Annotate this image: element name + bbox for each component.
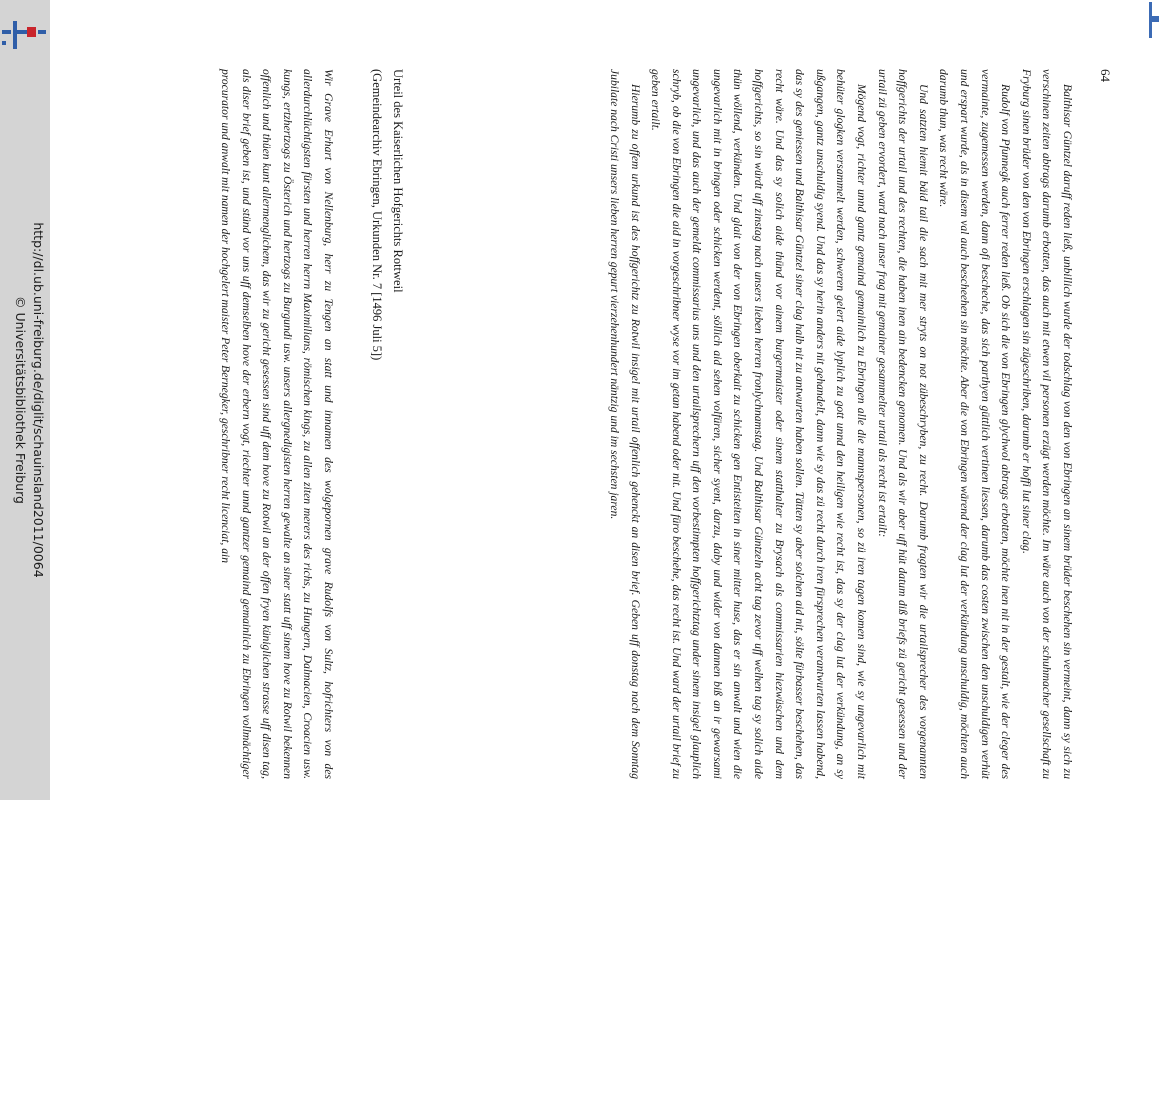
text-block-main bbox=[603, 69, 1077, 779]
paragraph: Mögend vogt, richter unnd gantz gemaind gemainlich zu Ebringen alle die mannspersonen, so zü iren tagen komen sind, wie sy ungevarlich mit behüter glogken versammelt werden, schweren gelert aide lyplich zu gott unnd den heiligen wie recht ist, das sy der clag lut der verkündung, an sy ußgangen, gantz unschuldig syend. Und das sy herin anders nit gehandelt, dann wie sy das zü recht durch iren fürsprechen verantwurten lassen habend, das sy des geniessen und Balthisar Güntzel siner clag halb nit zu antwurten haben sollen. Tätten sy aber solchen aid nit, sölte fürbasser beschehen, das recht wäre. Und das sy solich aide thünd vor ainem burgermaister oder sinem statthalter zu Brysach als commissarien hiezwüschen und dem hoffgerichts, so sin würdt uff zinstag nach unsers lieben herren fronlychnamstag. Und Balthisar Güntzeln acht tag zevor uff welhen tag sy solich aide thün wöllend, verkünden. Und glait von der von Ebringen oberkait zu schicken gen Entisteiten in siner mitter huse, das er sin anwalt und wien die ungevarlich mit in bringen oder schicken werdent, söllich aid sehen volfüren, sicher syent, darzu, daby und wider von dannen biß an ir gewarsami ungevarlich, und das auch der gemeldt commissarius uns und den urtailsprechern uff den vorbestimpten hoffgerichtztag under sinem insigel glauplich schryb, ob die von Ebringen die aid in vorgeschribner wyse vor im getan habend oder nit. Und füro beschehe, das recht ist. Und ward der urtail brief zu geben ertailt. bbox=[649, 69, 869, 779]
copyright-text: © Universitätsbibliothek Freiburg bbox=[13, 296, 28, 504]
text-block-final bbox=[214, 69, 338, 779]
corner-marker-icon bbox=[1143, 2, 1159, 38]
paragraph: Hierumb zu offem urkund ist des hoffgerichtz zu Rotwil insigel mit urtail offenlich gehenckt an disen brief. Geben uff donstag nach dem Sonntag Jubilate nach Cristi unsers lieben herren gepurt vierzehenhundert näntzig und im sechsten jaren. bbox=[607, 69, 642, 779]
paragraph: Rudolf von Pfunnegk auch ferrer reden ließ. Ob sich die von Ebringen glychwol abtrags erbotten, möchte inen nit in der gestalt, wie der cleger des vermainte, zugemessen werden, dann ofi bescheche, das sich parthyen güttlich vertinen liessen, darumb das costen zwischen den unschuldigen verhüt und erspart wurde, als in disem val auch bescheehen sin möchte. Aber die von Ebringen wärend der clag lut der verkündung unschuldig, möchten auch darumb thun, was recht wäre. bbox=[937, 69, 1013, 779]
source-credit bbox=[0, 0, 50, 800]
document-heading: Urteil des Kaiserlichen Hofgerichts Rottweil bbox=[391, 69, 405, 293]
source-url-link[interactable]: http://dl.ub.uni-freiburg.de/diglit/schauinsland2011/0064 bbox=[31, 222, 46, 578]
viewer-sidebar bbox=[0, 0, 50, 800]
page-content bbox=[115, 69, 1113, 779]
page-number: 64 bbox=[1098, 69, 1113, 82]
scanned-page bbox=[57, 14, 1113, 1100]
paragraph: Balthisar Güntzel daruff reden ließ, unbillich wurde der todschlag von den von Ebringen an sinem brüder beschehen sin vermeint, dann sy sich zu verschinen zeiten abtrags darumb erbotten, das auch mit etwen vil personen erzügt werden möchte. Im wäre auch von der schuhmacher gesellschaft zu Fryburg sinen brüder von den von Ebringen erschlagen sin zügeschriben, darumb er hoffi lut siner clag. bbox=[1019, 69, 1074, 779]
document-subheading: (Gemeindearchiv Ebringen, Urkunden Nr. 7 [1496 Juli 5]) bbox=[370, 69, 385, 361]
paragraph: Und satzten hiemit bäid tail die sach mit mer stryts on not zübeschryben, zu recht. Darumb fragten wir die urtailsprecher des vorgenannten hoffgerichts der urtail und des rechten, die haben inen ain bedencken genomen. Und als wir aber uff hüt datum diß briefs zü gericht gesessen und der urtail zü geben ervordert, ward nach unser frag mit gemainer gesammelter urtail als recht ist ertailt: bbox=[875, 69, 930, 779]
paragraph: Wir Grave Erhart von Nellenburg, herr zu Tengen an statt und innamen des wolgepornen grave Rudolfs von Sultz, hofrichters von des allerdurchlüchtigsten fürsten und herren herrn Maximilians, römischen kings, zu allen ziten merers des richs, zu Hungern, Dalmacien, Croacien usw. kungs, ertzhertzogs zu Österich und hertzogs zu Burgundi usw. unsers allergnedigisten herren gewalte an siner statt uff sinem hove zu Rotwil bekennen offenlich und thüen kunt allermenglichem, das wir zu gericht gesessen sind uff dem hove zu Rotwil an der offen fryen küniglichen strasse uff disen tag, als diser brief geben ist, und stünd vor uns uff demselben hove der erbern vogt, riechter unnd gantzer gemaind gemainlich zu Ebringen vollmächtiger procurator und anwalt mit namen der hochgelert maister Peter Bernegker, geschribner recht licenciat, ain bbox=[219, 69, 335, 779]
document-heading-block bbox=[367, 69, 408, 779]
